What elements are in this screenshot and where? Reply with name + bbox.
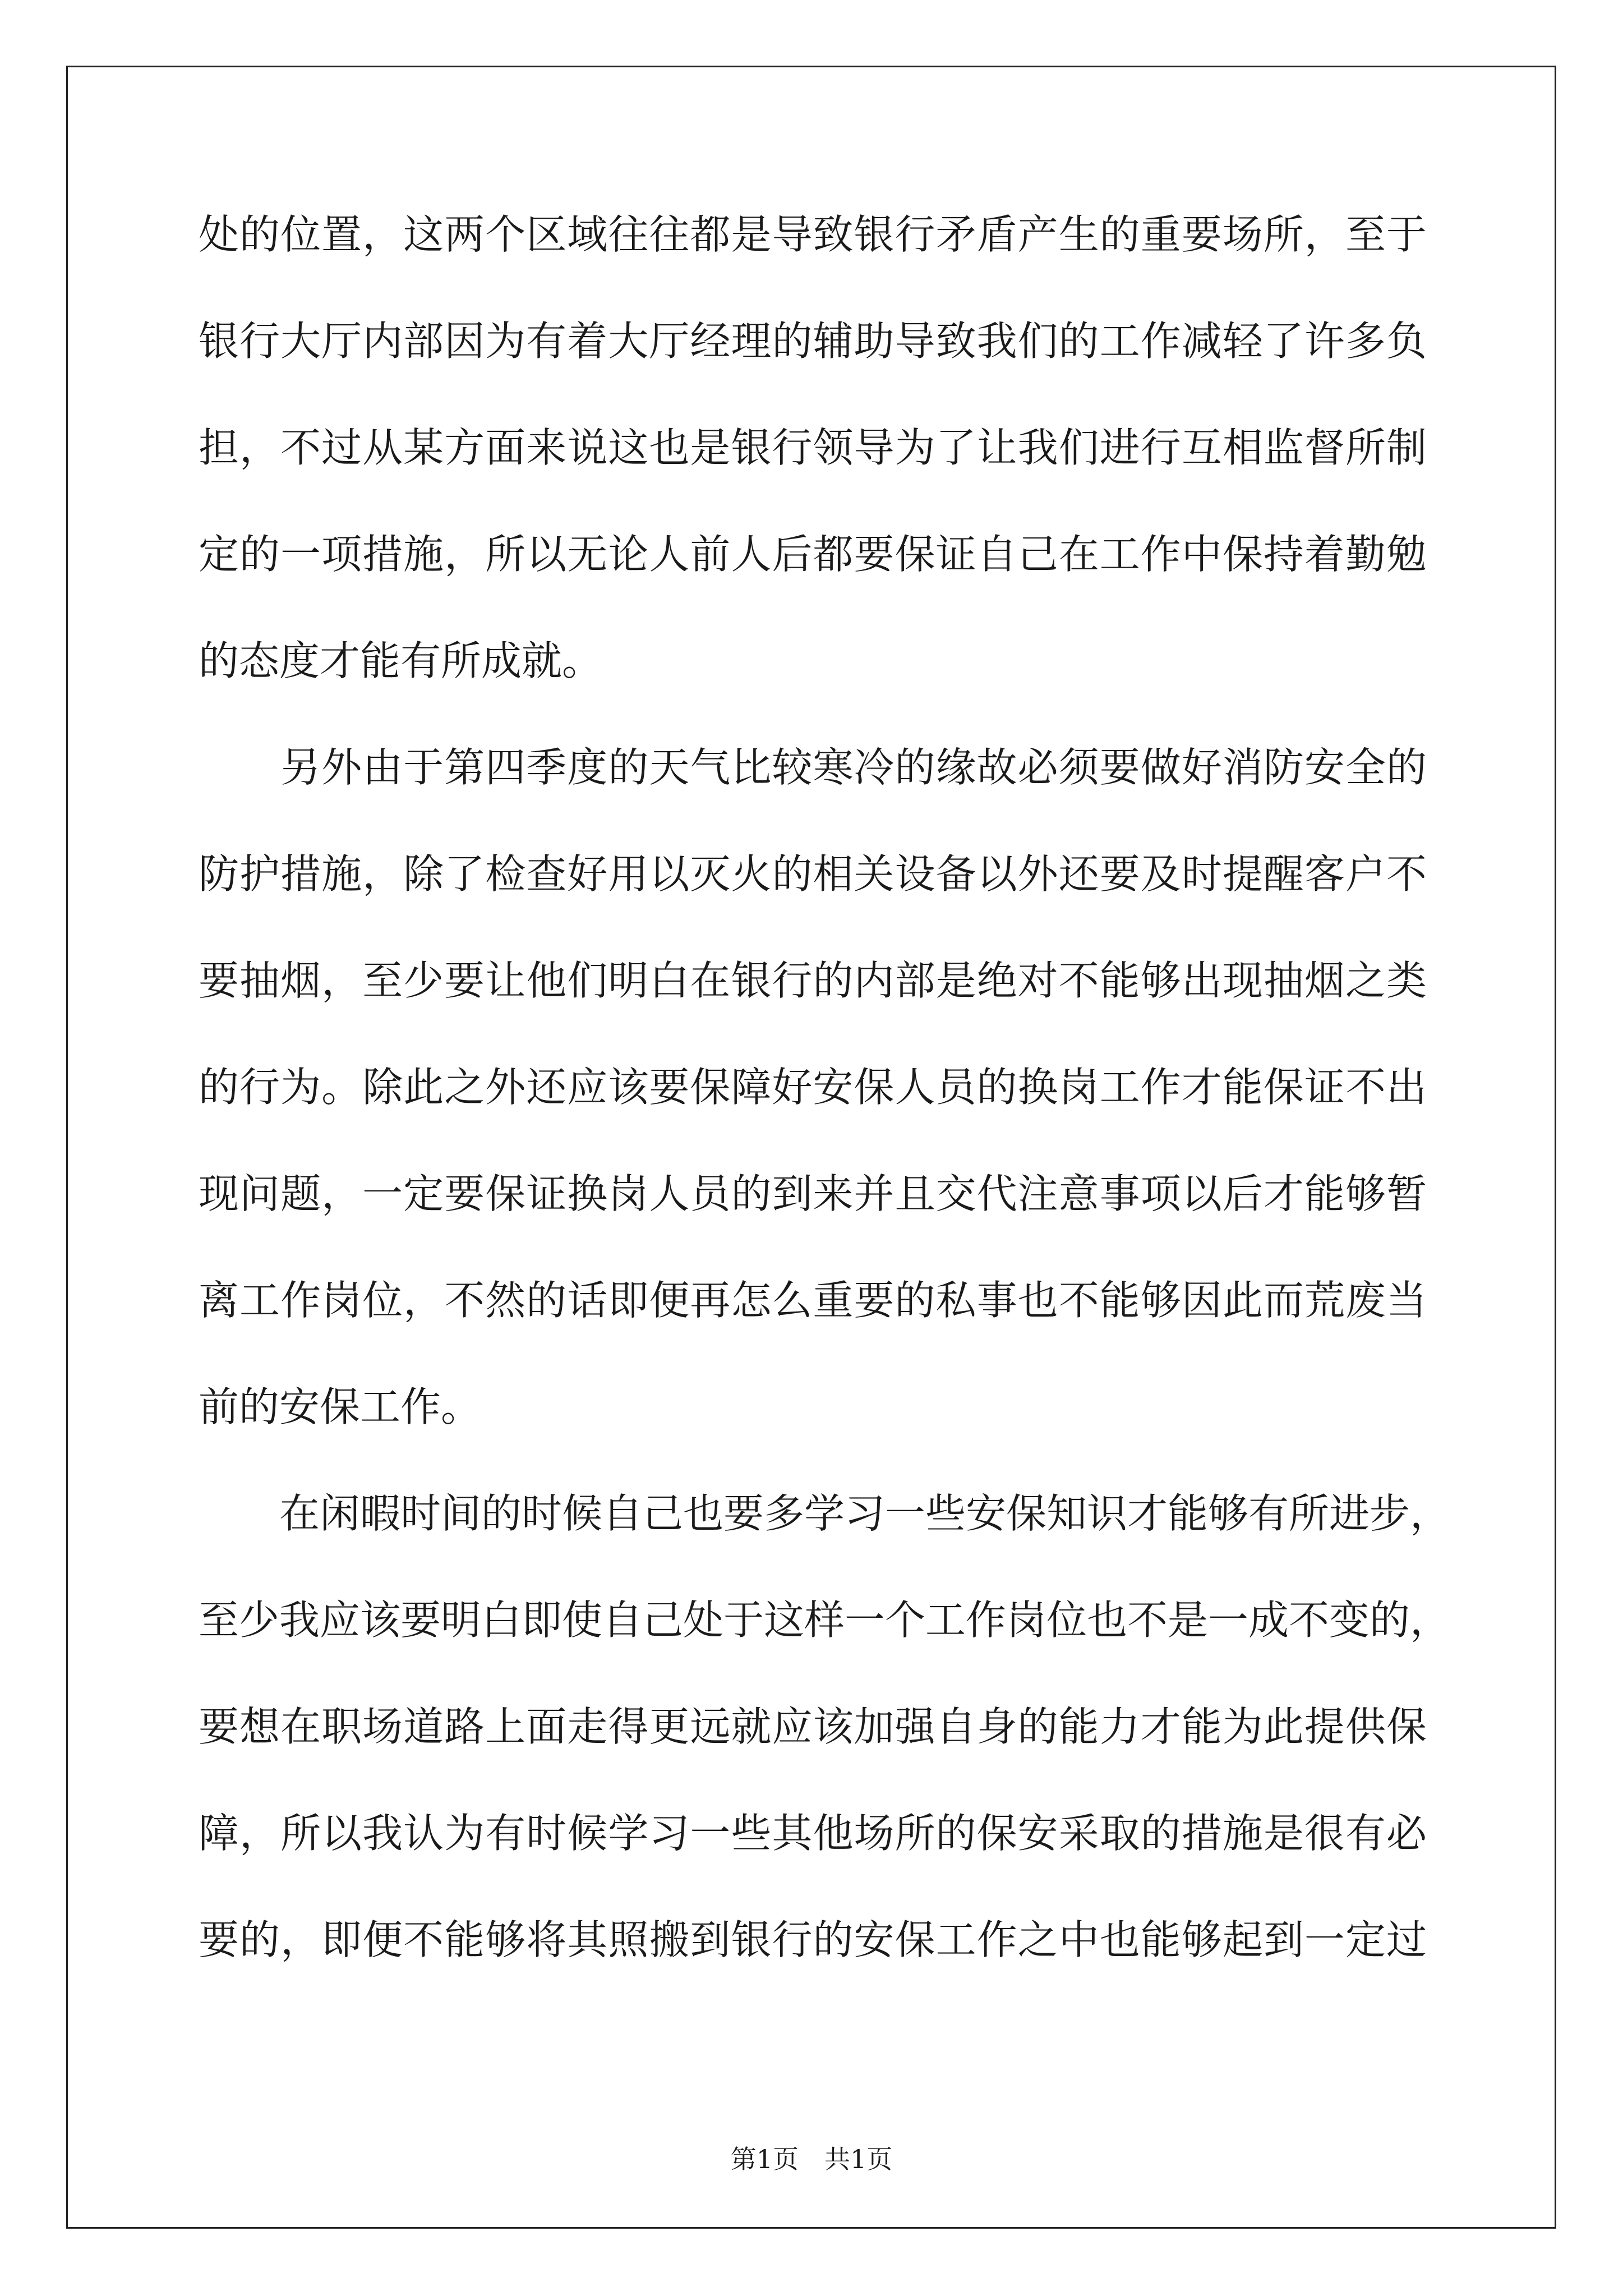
text-line: 定的一项措施，所以无论人前人后都要保证自己在工作中保持着勤勉 bbox=[199, 531, 1427, 578]
text-line: 在闲暇时间的时候自己也要多学习一些安保知识才能够有所进步， bbox=[199, 1490, 1451, 1537]
text-line: 防护措施，除了检查好用以灭火的相关设备以外还要及时提醒客户不 bbox=[199, 850, 1427, 898]
document-body bbox=[199, 211, 1451, 2026]
text-line: 现问题，一定要保证换岗人员的到来并且交代注意事项以后才能够暂 bbox=[199, 1170, 1427, 1217]
page-number-footer: 第1页 共1页 bbox=[730, 2144, 893, 2174]
text-line: 至少我应该要明白即使自己处于这样一个工作岗位也不是一成不变的， bbox=[199, 1596, 1451, 1644]
text-line: 离工作岗位，不然的话即便再怎么重要的私事也不能够因此而荒废当 bbox=[199, 1277, 1427, 1324]
text-line: 另外由于第四季度的天气比较寒冷的缘故必须要做好消防安全的 bbox=[199, 744, 1427, 791]
text-line: 的态度才能有所成就。 bbox=[199, 637, 603, 684]
text-line: 银行大厅内部因为有着大厅经理的辅助导致我们的工作减轻了许多负 bbox=[199, 318, 1427, 365]
text-line: 要的，即便不能够将其照搬到银行的安保工作之中也能够起到一定过 bbox=[199, 1916, 1427, 1963]
text-line: 前的安保工作。 bbox=[199, 1383, 482, 1430]
text-line: 要抽烟，至少要让他们明白在银行的内部是绝对不能够出现抽烟之类 bbox=[199, 957, 1427, 1004]
text-line: 障，所以我认为有时候学习一些其他场所的保安采取的措施是很有必 bbox=[199, 1810, 1427, 1857]
text-line: 处的位置，这两个区域往往都是导致银行矛盾产生的重要场所，至于 bbox=[199, 211, 1427, 258]
text-line: 的行为。除此之外还应该要保障好安保人员的换岗工作才能保证不出 bbox=[199, 1064, 1427, 1111]
text-line: 担，不过从某方面来说这也是银行领导为了让我们进行互相监督所制 bbox=[199, 424, 1427, 471]
text-line: 要想在职场道路上面走得更远就应该加强自身的能力才能为此提供保 bbox=[199, 1703, 1427, 1750]
